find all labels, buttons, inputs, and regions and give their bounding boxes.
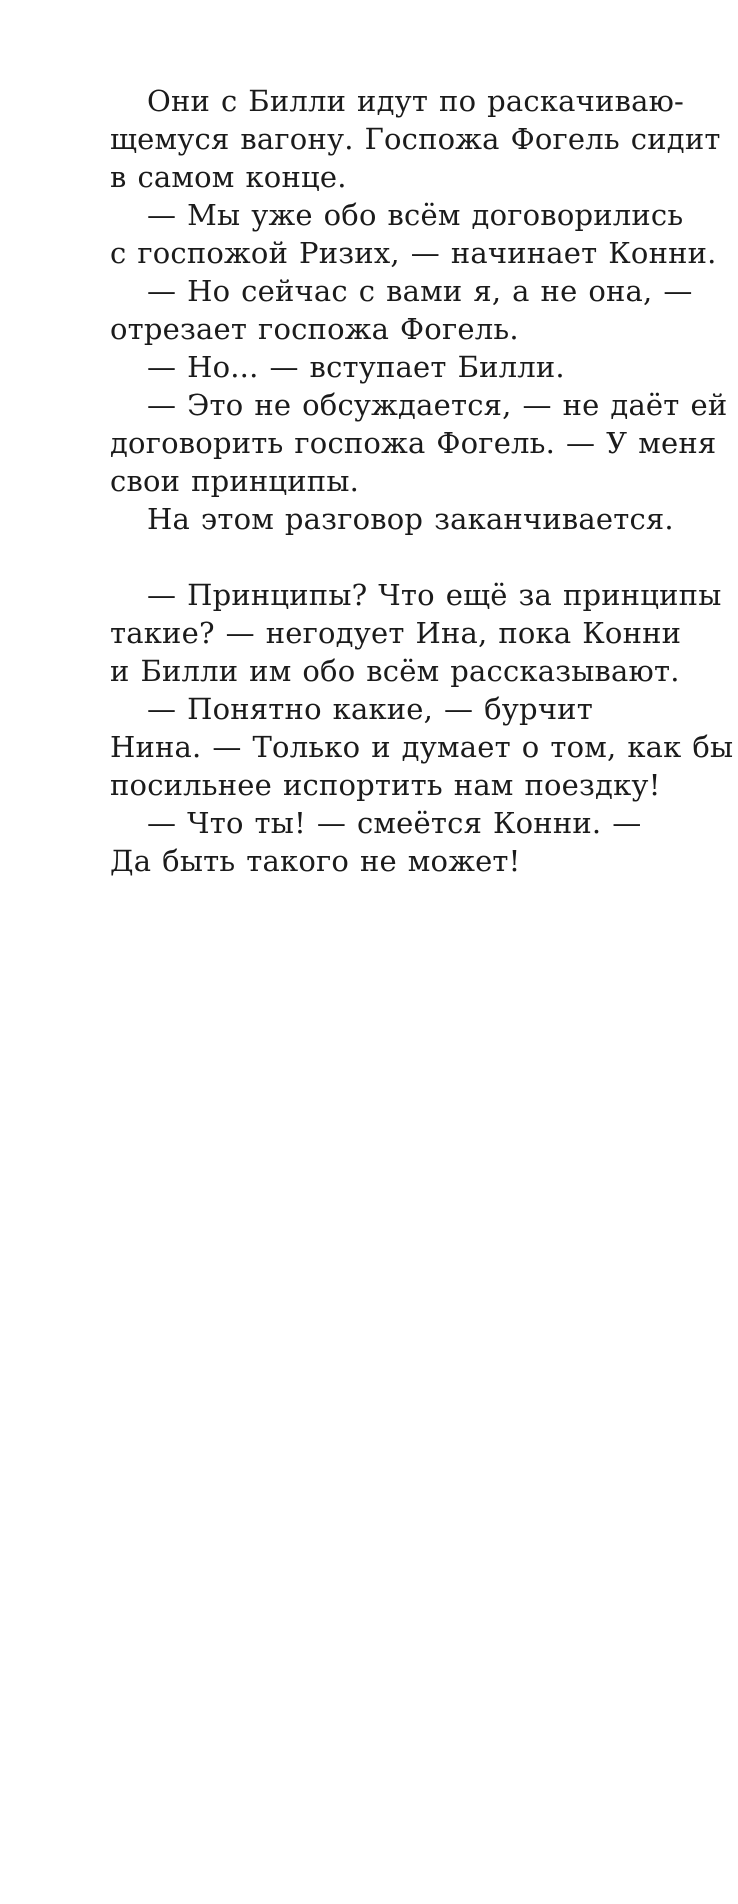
paragraph bbox=[110, 272, 693, 348]
paragraph bbox=[110, 386, 728, 500]
text-line: посильнее испортить нам поездку! bbox=[110, 768, 661, 802]
text-line: в самом конце. bbox=[110, 160, 347, 194]
text-line: — Понятно какие, — бурчит bbox=[147, 692, 593, 726]
text-line: такие? — негодует Ина, пока Конни bbox=[110, 616, 682, 650]
text-line: — Но... — вступает Билли. bbox=[147, 350, 565, 384]
text-line: — Что ты! — смеётся Конни. — bbox=[147, 806, 642, 840]
paragraph bbox=[110, 348, 655, 386]
text-line: отрезает госпожа Фогель. bbox=[110, 312, 519, 346]
text-line: и Билли им обо всём рассказывают. bbox=[110, 654, 680, 688]
text-line: Да быть такого не может! bbox=[110, 844, 521, 878]
text-line: — Это не обсуждается, — не даёт ей bbox=[147, 388, 728, 422]
paragraph bbox=[110, 196, 717, 272]
paragraph bbox=[110, 500, 674, 538]
text-line: Они с Билли идут по раскачиваю- bbox=[147, 84, 685, 118]
paragraph bbox=[110, 82, 721, 196]
text-line: щемуся вагону. Госпожа Фогель сидит bbox=[110, 122, 721, 156]
text-line: свои принципы. bbox=[110, 464, 360, 498]
text-line: — Мы уже обо всём договорились bbox=[147, 198, 684, 232]
text-line: — Но сейчас с вами я, а не она, — bbox=[147, 274, 693, 308]
paragraph bbox=[110, 690, 734, 804]
text-line: Нина. — Только и думает о том, как бы bbox=[110, 730, 734, 764]
text-line: На этом разговор заканчивается. bbox=[147, 502, 674, 536]
text-line: договорить госпожа Фогель. — У меня bbox=[110, 426, 717, 460]
paragraph bbox=[110, 576, 722, 690]
gummy-bears-illustration bbox=[500, 860, 720, 1080]
text-line: с госпожой Ризих, — начинает Конни. bbox=[110, 236, 717, 270]
text-block bbox=[110, 82, 734, 880]
text-line: — Принципы? Что ещё за принципы bbox=[147, 578, 722, 612]
